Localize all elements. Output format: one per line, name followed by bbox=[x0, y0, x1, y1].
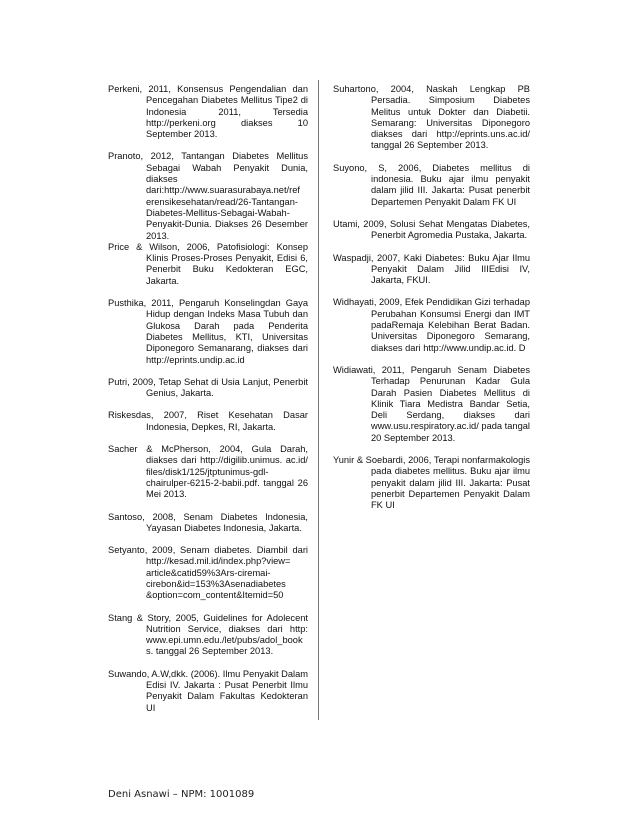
reference-entry: Perkeni, 2011, Konsensus Pengendalian dan Pencegahan Diabetes Mellitus Tipe2 di Indonesia 2011, Tersedia http://perkeni.org diakses 10 September 2013. bbox=[108, 84, 308, 140]
reference-entry: Sacher & McPherson, 2004, Gula Darah, diakses dari http://digilib.unimus. ac.id/ files/disk1/125/jtptunimus-gdl-chairulper-6215-2-babii.pdf. tanggal 26 Mei 2013. bbox=[108, 444, 308, 500]
reference-entry: Putri, 2009, Tetap Sehat di Usia Lanjut, Penerbit Genius, Jakarta. bbox=[108, 376, 308, 399]
reference-entry: Riskesdas, 2007, Riset Kesehatan Dasar Indonesia, Depkes, RI, Jakarta. bbox=[108, 410, 308, 432]
right-column bbox=[333, 84, 530, 512]
reference-entry: Santoso, 2008, Senam Diabetes Indonesia, Yayasan Diabetes Indonesia, Jakarta. bbox=[108, 511, 308, 533]
reference-entry: Setyanto, 2009, Senam diabetes. Diambil dari http://kesad.mil.id/index.php?view= article&catid59%3Ars-ciremai-cirebon&id=153%3Asenadiabetes &option=com_content&Itemid=50 bbox=[108, 545, 308, 601]
reference-entry: Widiawati, 2011, Pengaruh Senam Diabetes Terhadap Penurunan Kadar Gula Darah Pasien Diabetes Mellitus di Klinik Tiara Medistra Bandar Setia, Deli Serdang, diakses dari www.usu.respiratory.ac.id/ pada tangal 20 September 2013. bbox=[333, 364, 530, 443]
reference-entry: Suwando, A.W,dkk. (2006). Ilmu Penyakit Dalam Edisi IV. Jakarta : Pusat Penerbit Ilmu Penyakit Dalam Fakultas Kedokteran UI bbox=[108, 668, 308, 713]
reference-entry: Waspadji, 2007, Kaki Diabetes: Buku Ajar Ilmu Penyakit Dalam Jilid IIIEdisi IV, Jakarta, FKUI. bbox=[333, 252, 530, 286]
reference-entry: Utami, 2009, Solusi Sehat Mengatas Diabetes, Penerbit Agromedia Pustaka, Jakarta. bbox=[333, 218, 530, 241]
reference-entry: Widhayati, 2009, Efek Pendidikan Gizi terhadap Perubahan Konsumsi Energi dan IMT padaRemaja Kelebihan Berat Badan. Universitas Diponegoro Semarang, diakses dari http://www.undip.ac.id. D bbox=[333, 297, 530, 353]
page-footer: Deni Asnawi – NPM: 1001089 bbox=[108, 789, 255, 800]
left-column bbox=[108, 84, 308, 714]
reference-entry: Price & Wilson, 2006, Patofisiologi: Konsep Klinis Proses-Proses Penyakit, Edisi 6, Penerbit Buku Kedokteran EGC, Jakarta. bbox=[108, 241, 308, 286]
reference-entry: Stang & Story, 2005, Guidelines for Adolecent Nutrition Service, diakses dari http: www.epi.umn.edu./let/pubs/adol_book s. tanggal 26 September 2013. bbox=[108, 612, 308, 657]
reference-entry: Suyono, S, 2006, Diabetes mellitus di indonesia. Buku ajar ilmu penyakit dalam jilid III. Jakarta: Pusat penerbit Departemen Penyakit Dalam FK UI bbox=[333, 162, 530, 207]
column-divider bbox=[318, 80, 319, 720]
reference-entry: Pusthika, 2011, Pengaruh Konselingdan Gaya Hidup dengan Indeks Masa Tubuh dan Glukosa Darah pada Penderita Diabetes Mellitus, KTI, Universitas Diponegoro Semanarang, diakses dari http://eprints.undip.ac.id bbox=[108, 298, 308, 365]
reference-entry: Suhartono, 2004, Naskah Lengkap PB Persadia. Simposium Diabetes Melitus untuk Dokter dan Diabetii. Semarang: Universitas Diponegoro diakses dari http://eprints.uns.ac.id/ tanggal 26 September 2013. bbox=[333, 84, 530, 151]
reference-entry: Yunir & Soebardi, 2006, Terapi nonfarmakologis pada diabetes mellitus. Buku ajar ilmu penyakit dalam jilid III. Jakarta: Pusat penerbit Departemen Penyakit Dalam FK UI bbox=[333, 455, 530, 511]
reference-entry: Pranoto, 2012, Tantangan Diabetes Mellitus Sebagai Wabah Penyakit Dunia, diakses dari:http://www.suarasurabaya.net/ref erensikesehatan/read/26-Tantangan-Diabetes-Mellitus-Sebagai-Wabah-Penyakit-Dunia. Diakses 26 Desember 2013. bbox=[108, 151, 308, 241]
